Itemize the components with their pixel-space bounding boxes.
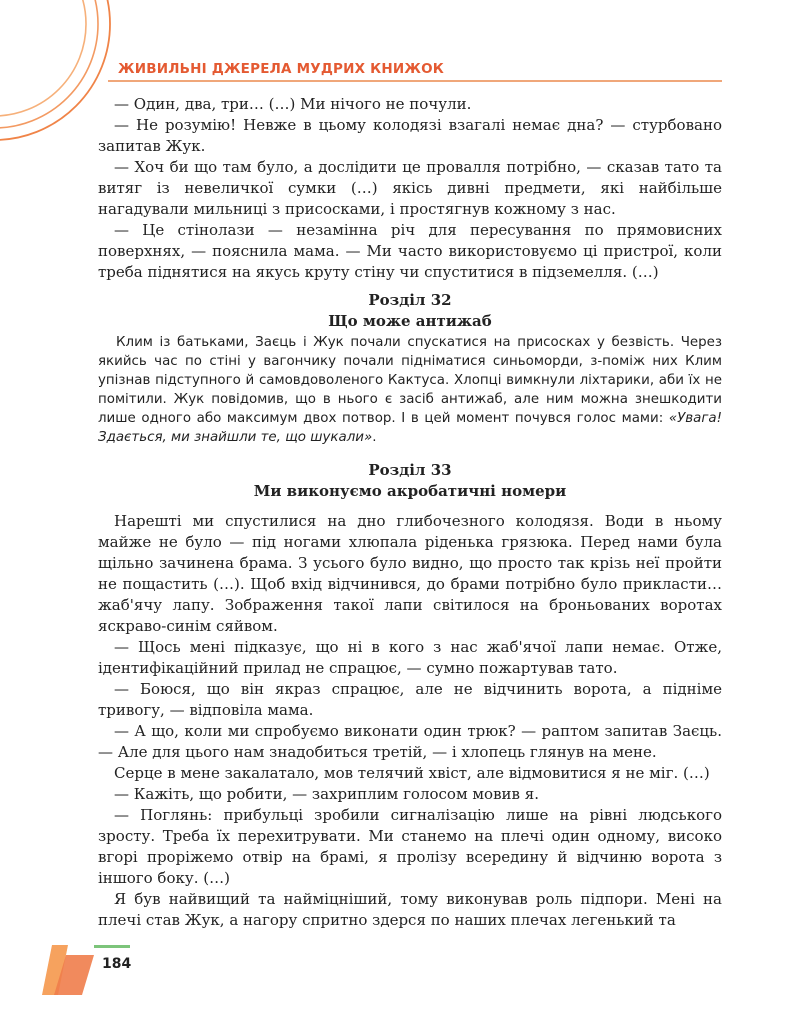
paragraph: — Поглянь: прибульці зробили сигналізацію лише на рівні людського зросту. Треба їх перехитрувати. Ми станемо на плечі один одному, високо вгорі проріжемо отвір на брамі, я пролізу всередину й відчиню ворота з іншого боку. (…) <box>98 806 722 887</box>
footer-rule-green <box>94 945 130 948</box>
paragraph: — Кажіть, що робити, — захриплим голосом мовив я. <box>114 785 539 803</box>
summary-text: Клим із батьками, Заєць і Жук почали спускатися на присосках у безвість. Через якийсь час по стіні у вагончику почали підніматися синьоморди, з-поміж них Клим упізнав підступного й самовдоволеного Кактуса. Хлопці вимкнули ліхтарики, аби їх не помітили. Жук повідомив, що в нього є засіб антижаб, але ним можна знешкодити лише одного або максимум двох потвор. І в цей момент почувся голос мами: <box>98 335 722 426</box>
summary-box <box>98 333 722 447</box>
paragraph: Серце в мене закалатало, мов телячий хвіст, але відмовитися я не міг. (…) <box>114 764 710 782</box>
summary-quote: «Увага! Здається, ми знайшли те, що шукали» <box>98 411 722 445</box>
section-title: Ми виконуємо акробатичні номери <box>253 482 567 500</box>
section-33-heading <box>98 460 722 502</box>
paragraph: — Один, два, три… (…) Ми нічого не почули. <box>114 95 472 113</box>
running-header: ЖИВИЛЬНІ ДЖЕРЕЛА МУДРИХ КНИЖОК <box>118 61 445 77</box>
paragraph: Нарешті ми спустилися на дно глибочезного колодязя. Води в ньому майже не було — під ногами хлюпала ріденька грязюка. Перед нами була щільно зачинена брама. З усього було видно, що просто так крізь неї пройти не пощастить (…). Щоб вхід відчинився, до брами потрібно було прикласти… жаб'ячу лапу. Зображення такої лапи світилося на броньованих воротах яскраво-синім сяйвом. <box>98 512 722 635</box>
paragraph: — А що, коли ми спробуємо виконати один трюк? — раптом запитав Заєць. — Але для цього нам знадобиться третій, — і хлопець глянув на мене. <box>98 722 722 761</box>
section-number: Розділ 32 <box>368 291 452 309</box>
summary-end: . <box>372 430 377 445</box>
section-32-heading <box>98 290 722 332</box>
top-text <box>98 94 722 283</box>
header-rule <box>108 80 722 82</box>
page-number: 184 <box>102 956 132 972</box>
section-title: Що може антижаб <box>328 312 492 330</box>
paragraph: — Щось мені підказує, що ні в кого з нас жаб'ячої лапи немає. Отже, ідентифікаційний прилад не спрацює, — сумно пожартував тато. <box>98 638 722 677</box>
bottom-text <box>98 511 722 931</box>
paragraph: — Боюся, що він якраз спрацює, але не відчинить ворота, а підніме тривогу, — відповіла мама. <box>98 680 722 719</box>
paragraph: — Не розумію! Невже в цьому колодязі взагалі немає дна? — стурбовано запитав Жук. <box>98 116 722 155</box>
section-number: Розділ 33 <box>368 461 452 479</box>
paragraph: — Це стінолази — незамінна річ для пересування по прямовисних поверхнях, — пояснила мама. — Ми часто використовуємо ці пристрої, коли треба піднятися на якусь круту стіну чи спуститися в підземелля. (…) <box>98 221 722 281</box>
paragraph: Я був найвищий та найміцніший, тому виконував роль підпори. Мені на плечі став Жук, а нагору спритно здерся по наших плечах легенький та <box>98 890 722 929</box>
corner-arcs <box>0 0 110 140</box>
paragraph: — Хоч би що там було, а дослідити це провалля потрібно, — сказав тато та витяг із невеличкої сумки (…) якісь дивні предмети, які найбільше нагадували мильниці з присосками, і простягнув кожному з нас. <box>98 158 722 218</box>
summary-paragraph <box>98 333 722 447</box>
